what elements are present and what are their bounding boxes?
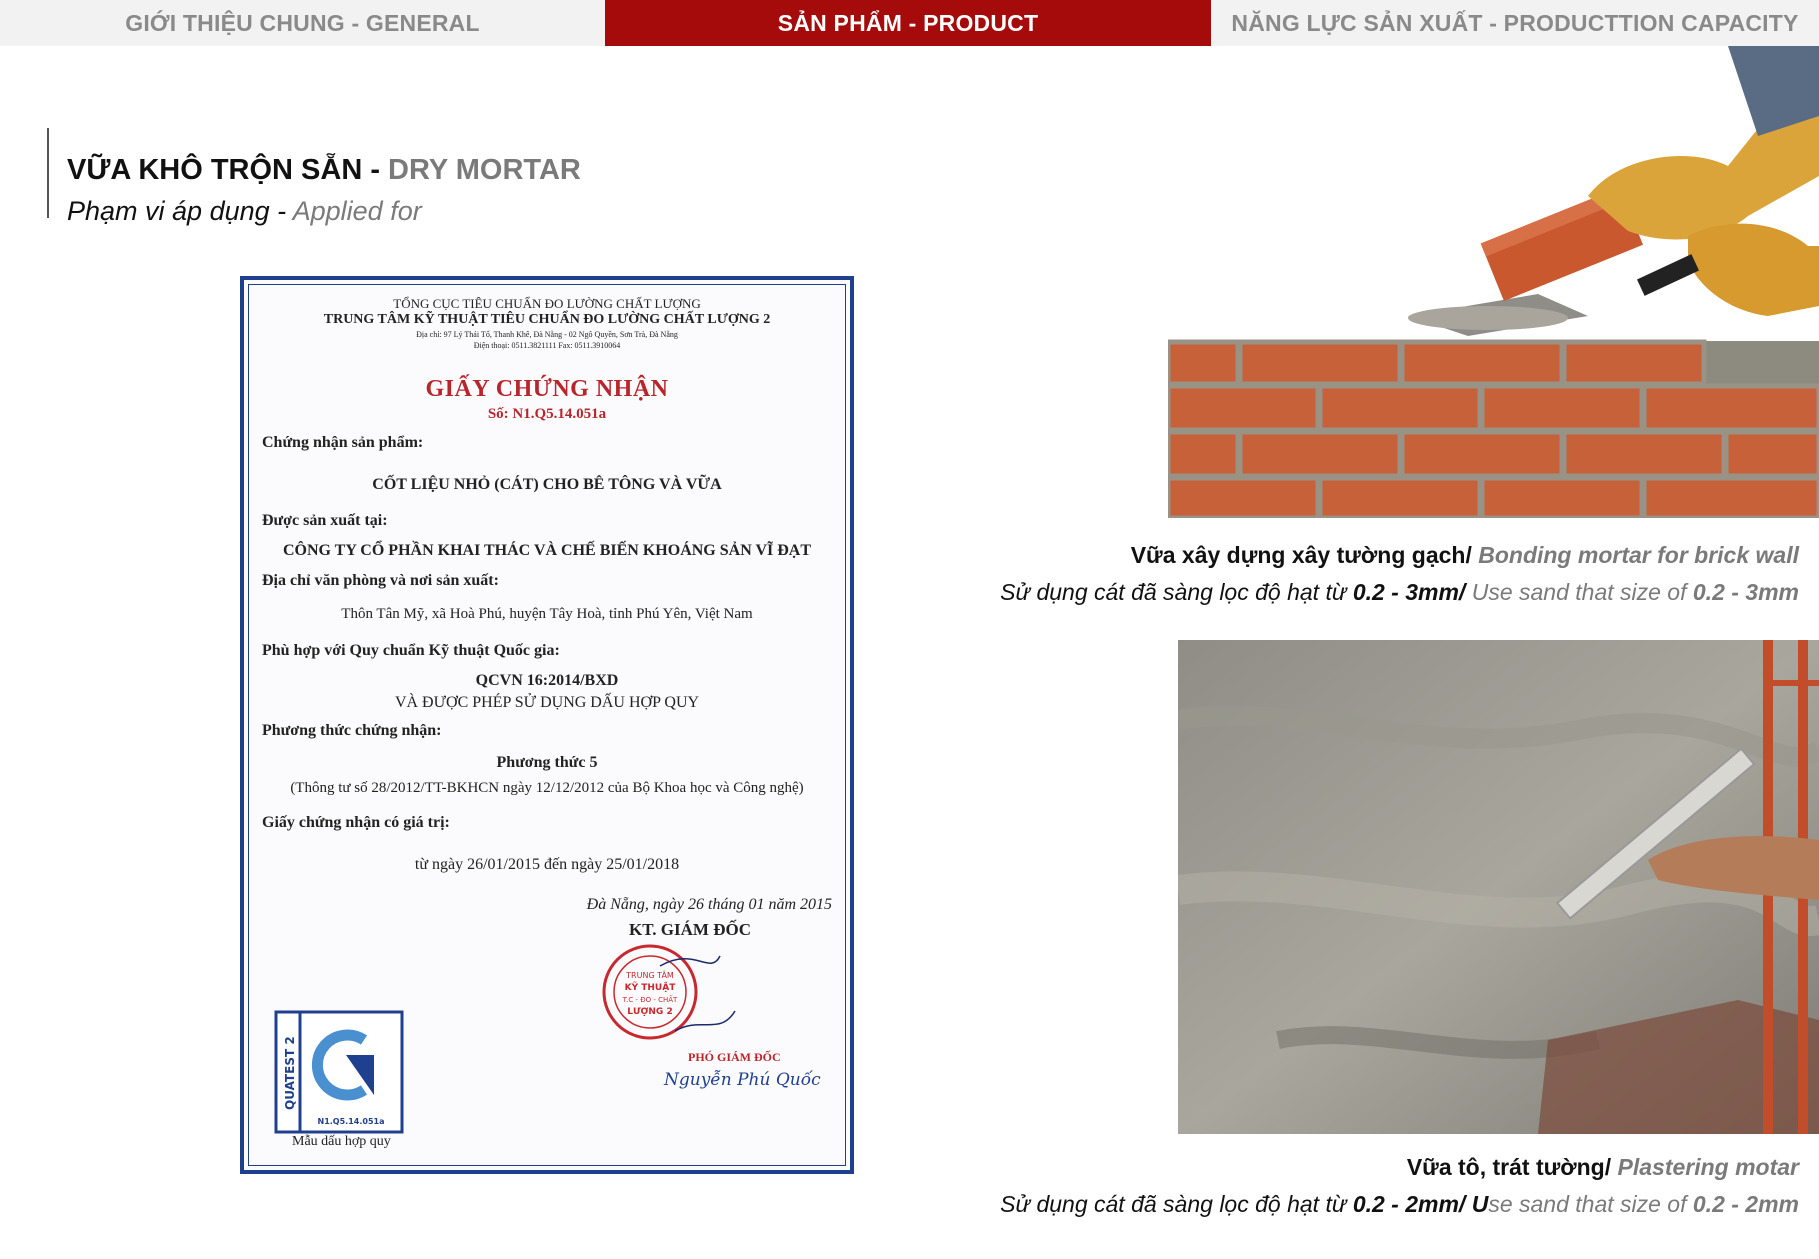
cert-director: KT. GIÁM ĐỐC: [629, 920, 751, 939]
svg-text:LƯỢNG 2: LƯỢNG 2: [627, 1007, 673, 1017]
cert-company: CÔNG TY CỔ PHẦN KHAI THÁC VÀ CHẾ BIẾN KHOÁNG SẢN VĨ ĐẠT: [282, 542, 812, 559]
title-accent-bar: [47, 128, 49, 218]
section1-desc: Sử dụng cát đã sàng lọc độ hạt từ 0.2 - 3mm/ Use sand that size of 0.2 - 3mm: [1000, 579, 1799, 605]
cert-org-main: TRUNG TÂM KỸ THUẬT TIÊU CHUẨN ĐO LƯỜNG CHẤT LƯỢNG 2: [323, 312, 771, 327]
red-seal-stamp: [600, 936, 740, 1056]
cert-method: Phương thức 5: [496, 754, 598, 771]
certificate-document: [240, 276, 854, 1174]
cert-factory-address: Thôn Tân Mỹ, xã Hoà Phú, huyện Tây Hoà, tỉnh Phú Yên, Việt Nam: [341, 606, 753, 622]
cert-standard-label: Phù hợp với Quy chuẩn Kỹ thuật Quốc gia:: [262, 642, 560, 659]
cert-product-label: Chứng nhận sản phẩm:: [262, 434, 424, 451]
tab-product[interactable]: SẢN PHẨM - PRODUCT: [605, 0, 1211, 46]
page-subtitle: Phạm vi áp dụng - Applied for: [67, 196, 422, 226]
cert-vice-director: PHÓ GIÁM ĐỐC: [688, 1050, 781, 1064]
section2-title: Vữa tô, trát tường/ Plastering motar: [1406, 1154, 1799, 1180]
tab-general[interactable]: GIỚI THIỆU CHUNG - GENERAL: [0, 0, 605, 46]
cert-number: Số: N1.Q5.14.051a: [487, 406, 607, 422]
page-title: VỮA KHÔ TRỘN SẴN - DRY MORTAR: [67, 154, 581, 186]
cert-validity: từ ngày 26/01/2015 đến ngày 25/01/2018: [414, 856, 680, 873]
plastering-wall-photo: [1178, 640, 1819, 1134]
cert-standard-note: VÀ ĐƯỢC PHÉP SỬ DỤNG DẤU HỢP QUY: [394, 694, 700, 711]
cert-made-at-label: Được sản xuất tại:: [262, 512, 388, 529]
brick-wall-photo: [1168, 46, 1819, 518]
cert-org-top: TỔNG CỤC TIÊU CHUẨN ĐO LƯỜNG CHẤT LƯỢNG: [393, 296, 701, 311]
quatest-logo: [274, 1010, 404, 1135]
cert-standard: QCVN 16:2014/BXD: [475, 672, 619, 689]
top-nav: [0, 0, 1819, 46]
cert-method-note: (Thông tư số 28/2012/TT-BKHCN ngày 12/12/2012 của Bộ Khoa học và Công nghệ): [290, 780, 804, 796]
cert-product: CỐT LIỆU NHỎ (CÁT) CHO BÊ TÔNG VÀ VỮA: [372, 476, 722, 493]
cert-address: Địa chỉ: 97 Lý Thái Tổ, Thanh Khê, Đà Nẵng - 02 Ngô Quyền, Sơn Trà, Đà Nẵng: [416, 330, 678, 339]
cert-validity-label: Giấy chứng nhận có giá trị:: [262, 814, 450, 831]
logo-code: N1.Q5.14.051a: [317, 1117, 385, 1126]
cert-heading: GIẤY CHỨNG NHẬN: [425, 376, 669, 402]
svg-text:TRUNG TÂM: TRUNG TÂM: [626, 971, 674, 980]
tab-production-capacity[interactable]: NĂNG LỰC SẢN XUẤT - PRODUCTTION CAPACITY: [1211, 0, 1819, 46]
svg-text:KỸ THUẬT: KỸ THUẬT: [624, 983, 676, 993]
cert-signer: Nguyễn Phú Quốc: [664, 1070, 821, 1090]
cert-date-place: Đà Nẵng, ngày 26 tháng 01 năm 2015: [586, 896, 832, 913]
svg-text:T.C - ĐO - CHẤT: T.C - ĐO - CHẤT: [622, 996, 678, 1004]
cert-method-label: Phương thức chứng nhận:: [262, 722, 442, 739]
cert-logo-caption: Mẫu dấu hợp quy: [292, 1134, 391, 1149]
logo-text: QUATEST 2: [283, 1036, 297, 1110]
section2-desc: Sử dụng cát đã sàng lọc độ hạt từ 0.2 - 2mm/ Use sand that size of 0.2 - 2mm: [1000, 1191, 1799, 1217]
cert-address-label: Địa chỉ văn phòng và nơi sản xuất:: [262, 572, 499, 589]
cert-phone: Điện thoại: 0511.3821111 Fax: 0511.3910064: [473, 341, 621, 350]
section1-title: Vữa xây dựng xây tường gạch/ Bonding mortar for brick wall: [1130, 542, 1799, 568]
